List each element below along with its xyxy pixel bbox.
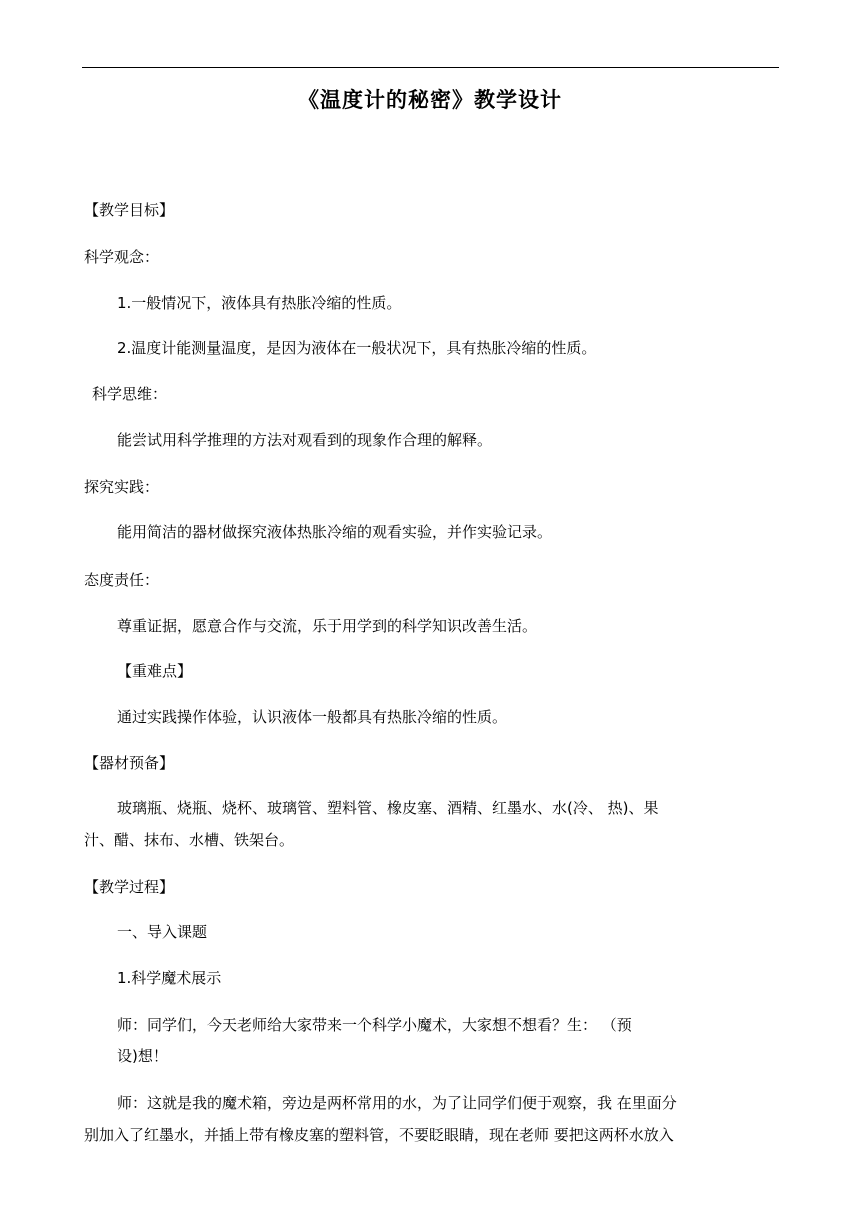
document-title: 《温度计的秘密》教学设计 xyxy=(298,88,562,112)
section-heading-key-points: 【重难点】 xyxy=(117,662,193,680)
subheading-science-thinking: 科学思维： xyxy=(92,385,168,403)
paragraph-practice: 能用简洁的器材做探究液体热胀冷缩的观看实验，并作实验记录。 xyxy=(117,523,553,541)
section-heading-process: 【教学过程】 xyxy=(84,878,175,896)
paragraph-dialogue-1-line-1: 师：同学们，今天老师给大家带来一个科学小魔术，大家想不想看？生： （预 xyxy=(117,1016,632,1034)
subheading-introduction: 一、导入课题 xyxy=(117,923,208,941)
paragraph-attitude: 尊重证据，愿意合作与交流，乐于用学到的科学知识改善生活。 xyxy=(117,617,538,635)
paragraph-key-points: 通过实践操作体验，认识液体一般都具有热胀冷缩的性质。 xyxy=(117,708,508,726)
paragraph-materials-line-2: 汁、醋、抹布、水槽、铁架台。 xyxy=(84,831,295,849)
section-heading-objectives: 【教学目标】 xyxy=(84,201,175,219)
subheading-magic-show: 1.科学魔术展示 xyxy=(117,969,222,987)
subheading-attitude: 态度责任： xyxy=(84,571,160,589)
header-rule xyxy=(82,67,779,68)
subheading-science-concept: 科学观念： xyxy=(84,248,160,266)
subheading-inquiry-practice: 探究实践： xyxy=(84,478,160,496)
paragraph-materials-line-1: 玻璃瓶、烧瓶、烧杯、玻璃管、塑料管、橡皮塞、酒精、红墨水、水(冷、 热)、果 xyxy=(117,799,659,817)
paragraph-thinking: 能尝试用科学推理的方法对观看到的现象作合理的解释。 xyxy=(117,431,493,449)
paragraph-concept-1: 1.一般情况下，液体具有热胀冷缩的性质。 xyxy=(117,294,402,312)
paragraph-concept-2: 2.温度计能测量温度，是因为液体在一般状况下，具有热胀冷缩的性质。 xyxy=(117,339,597,357)
paragraph-dialogue-1-line-2: 设)想！ xyxy=(117,1047,168,1065)
paragraph-dialogue-2-line-2: 别加入了红墨水，并插上带有橡皮塞的塑料管，不要眨眼睛，现在老师 要把这两杯水放入 xyxy=(84,1126,674,1144)
section-heading-materials: 【器材预备】 xyxy=(84,754,175,772)
paragraph-dialogue-2-line-1: 师：这就是我的魔术箱，旁边是两杯常用的水，为了让同学们便于观察，我 在里面分 xyxy=(117,1094,677,1112)
